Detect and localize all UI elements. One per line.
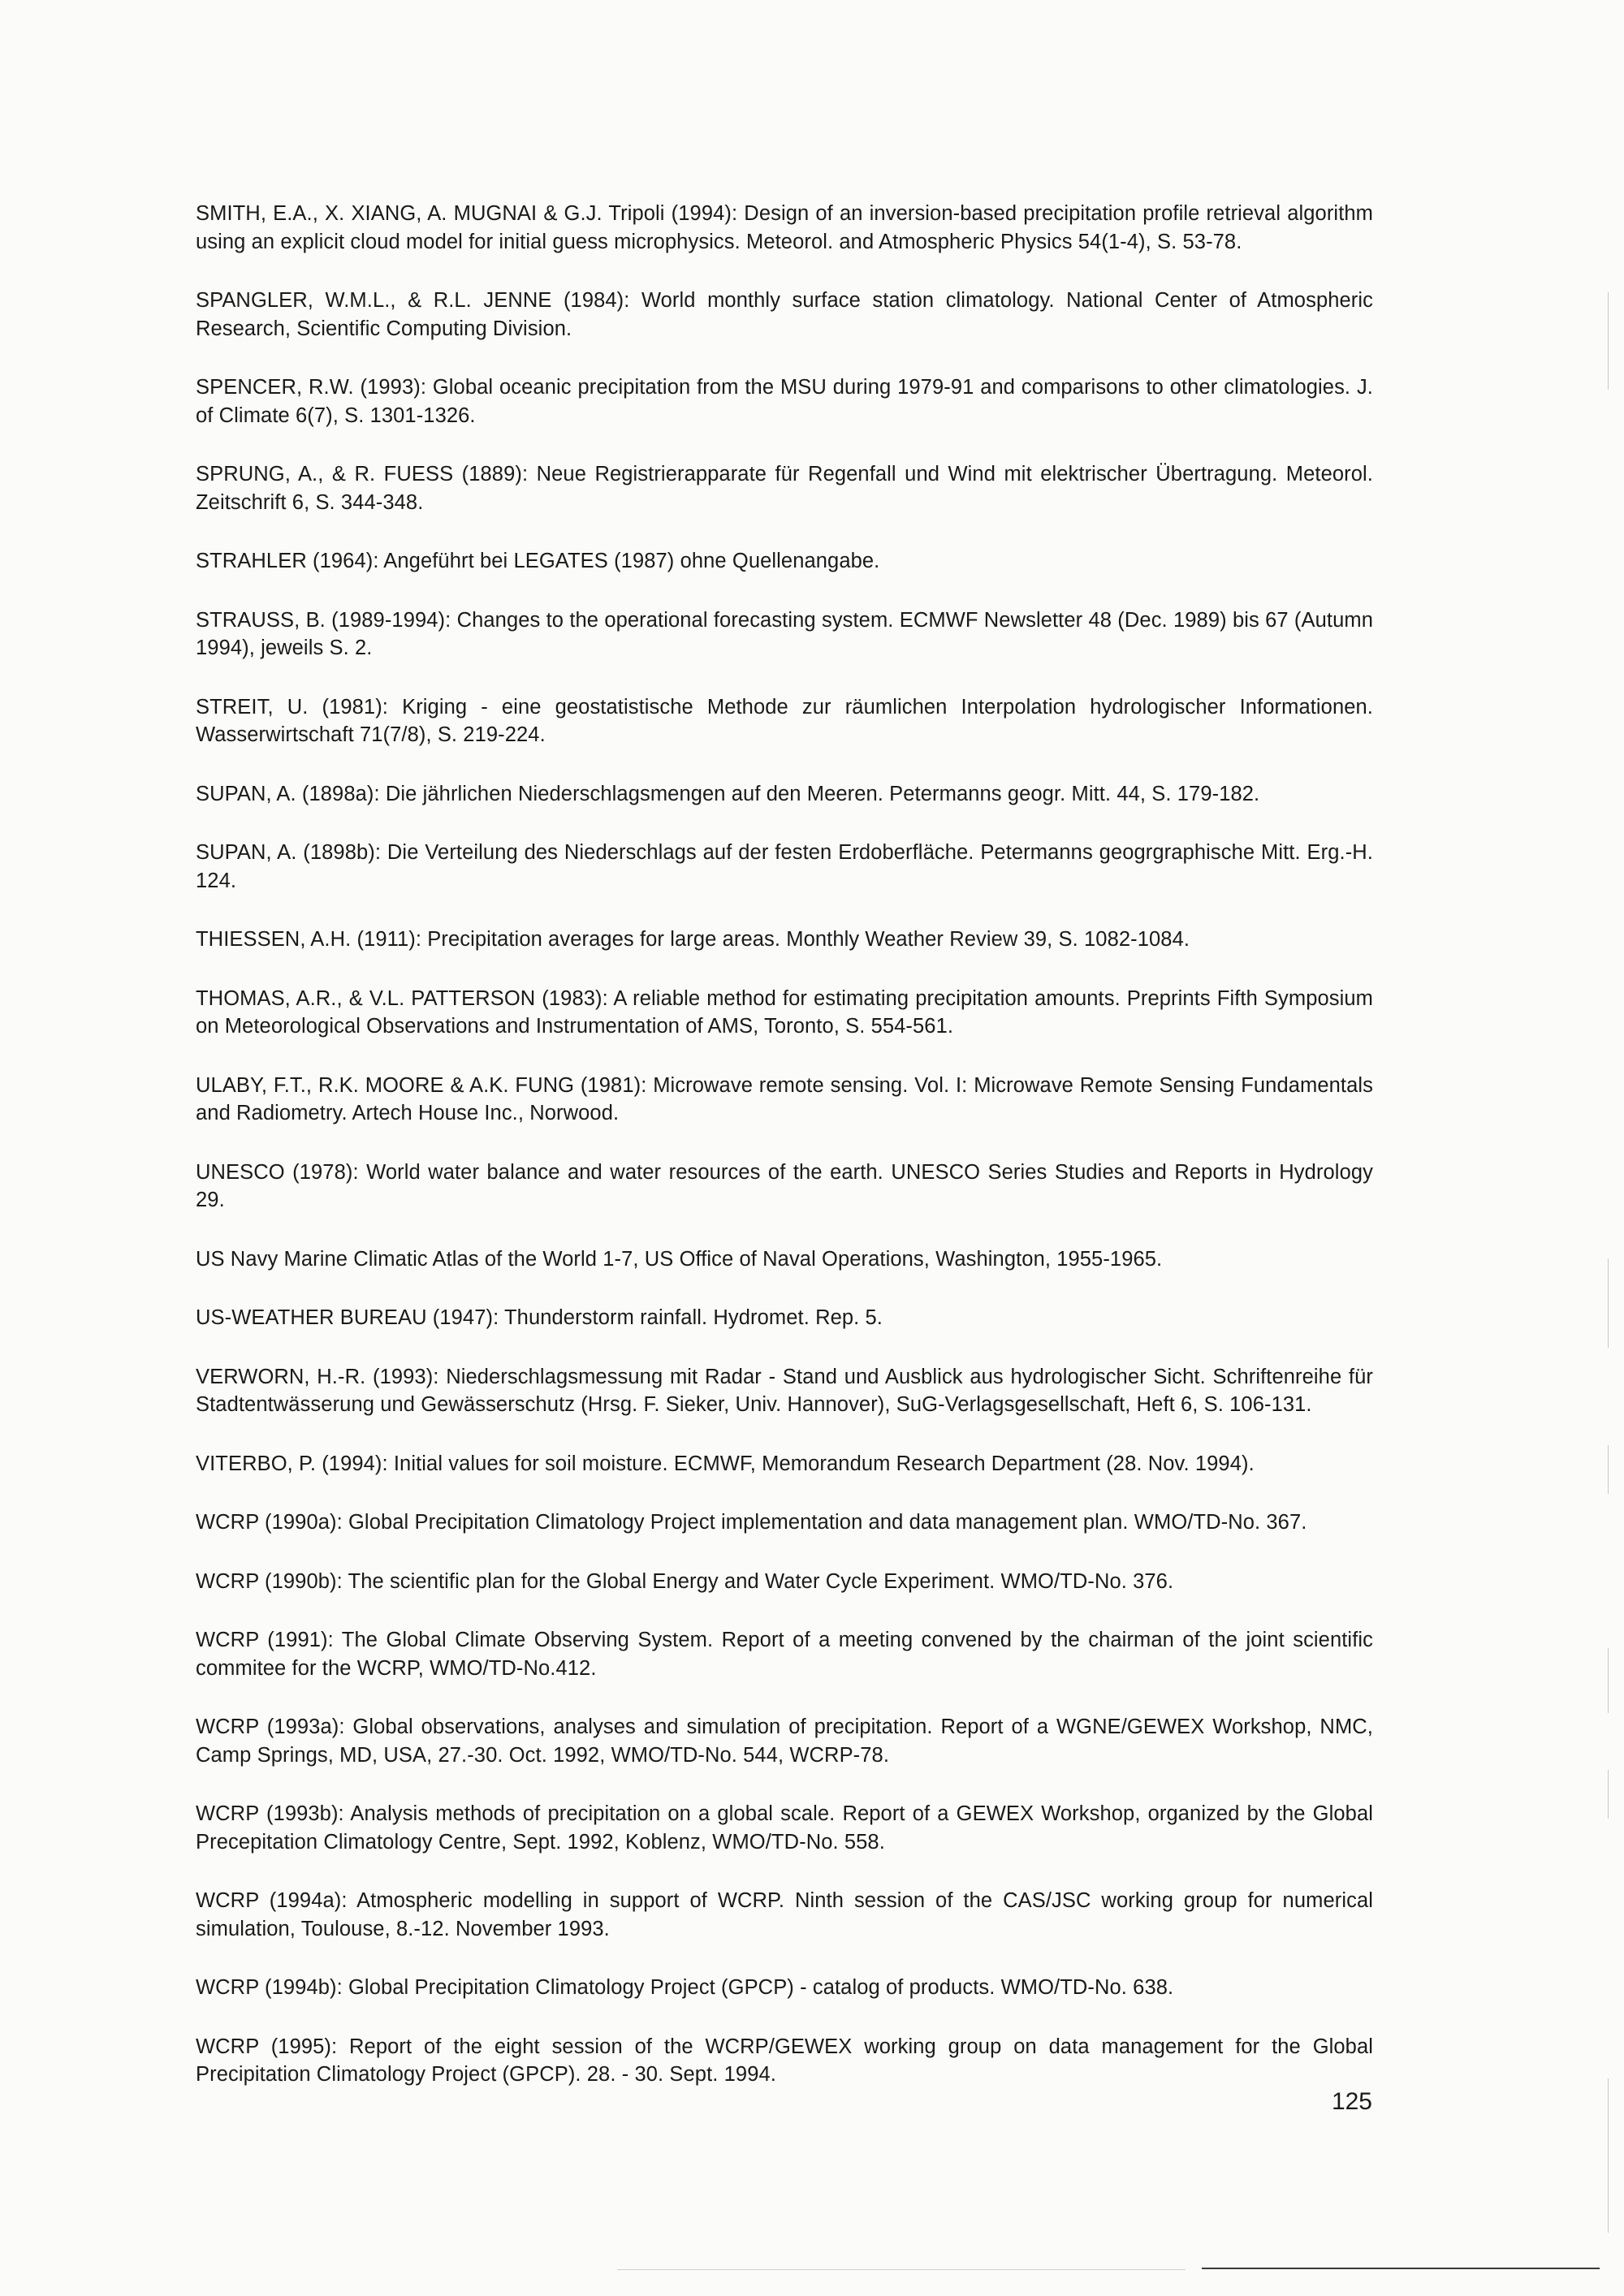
page-number: 125 bbox=[1331, 2088, 1372, 2115]
reference-entry: STRAUSS, B. (1989-1994): Changes to the operational forecasting system. ECMWF Newsletter 48 (Dec. 1989) bis 67 (Autumn 1994), jeweils S. 2. bbox=[196, 608, 1373, 659]
reference-entry: SPENCER, R.W. (1993): Global oceanic precipitation from the MSU during 1979-91 and comparisons to other climatologies. J. of Climate 6(7), S. 1301-1326. bbox=[196, 376, 1373, 427]
reference-entry: WCRP (1993b): Analysis methods of precipitation on a global scale. Report of a GEWEX Workshop, organized by the Global Precepitation Climatology Centre, Sept. 1992, Koblenz, WMO/TD-No. 558. bbox=[196, 1802, 1373, 1854]
scan-mark bbox=[1608, 1445, 1609, 1494]
scan-mark bbox=[1608, 292, 1609, 390]
reference-entry: SPANGLER, W.M.L., & R.L. JENNE (1984): World monthly surface station climatology. National Center of Atmospheric Research, Scientific Computing Division. bbox=[196, 289, 1373, 340]
reference-entry: US-WEATHER BUREAU (1947): Thunderstorm rainfall. Hydromet. Rep. 5. bbox=[196, 1306, 883, 1329]
scan-mark bbox=[1608, 1648, 1609, 1713]
reference-entry: SPRUNG, A., & R. FUESS (1889): Neue Registrierapparate für Regenfall und Wind mit elektrischer Übertragung. Meteorol. Zeitschrift 6, S. 344-348. bbox=[196, 463, 1373, 514]
reference-entry: WCRP (1994b): Global Precipitation Climatology Project (GPCP) - catalog of products. WMO/TD-No. 638. bbox=[196, 1976, 1174, 1999]
scan-mark bbox=[1608, 1258, 1609, 1348]
reference-entry: ULABY, F.T., R.K. MOORE & A.K. FUNG (1981): Microwave remote sensing. Vol. I: Microwave Remote Sensing Fundamentals and Radiometry. Artech House Inc., Norwood. bbox=[196, 1073, 1373, 1124]
reference-entry: US Navy Marine Climatic Atlas of the World 1-7, US Office of Naval Operations, Washington, 1955-1965. bbox=[196, 1247, 1163, 1271]
reference-entry: WCRP (1994a): Atmospheric modelling in support of WCRP. Ninth session of the CAS/JSC working group for numerical simulation, Toulouse, 8.-12. November 1993. bbox=[196, 1889, 1373, 1940]
reference-entry: VERWORN, H.-R. (1993): Niederschlagsmessung mit Radar - Stand und Ausblick aus hydrologischer Sicht. Schriftenreihe für Stadtentwässerung und Gewässerschutz (Hrsg. F. Sieker, Univ. Hannover), SuG-Verlagsgesellschaft, Heft 6, S. 106-131. bbox=[196, 1365, 1373, 1416]
reference-entry: THIESSEN, A.H. (1911): Precipitation averages for large areas. Monthly Weather Review 39, S. 1082-1084. bbox=[196, 928, 1190, 951]
reference-entry: UNESCO (1978): World water balance and water resources of the earth. UNESCO Series Studies and Reports in Hydrology 29. bbox=[196, 1160, 1373, 1211]
reference-entry: VITERBO, P. (1994): Initial values for soil moisture. ECMWF, Memorandum Research Department (28. Nov. 1994). bbox=[196, 1452, 1255, 1475]
bottom-rule bbox=[1202, 2268, 1600, 2269]
reference-entry: WCRP (1993a): Global observations, analyses and simulation of precipitation. Report of a WGNE/GEWEX Workshop, NMC, Camp Springs, MD, USA, 27.-30. Oct. 1992, WMO/TD-No. 544, WCRP-78. bbox=[196, 1716, 1373, 1767]
reference-entry: WCRP (1995): Report of the eight session of the WCRP/GEWEX working group on data management for the Global Precipitation Climatology Project (GPCP). 28. - 30. Sept. 1994. bbox=[196, 2035, 1373, 2086]
reference-entry: SUPAN, A. (1898a): Die jährlichen Niederschlagsmengen auf den Meeren. Petermanns geogr. Mitt. 44, S. 179-182. bbox=[196, 782, 1260, 805]
reference-entry: THOMAS, A.R., & V.L. PATTERSON (1983): A reliable method for estimating precipitation amounts. Preprints Fifth Symposium on Meteorological Observations and Instrumentation of AMS, Toronto, S. 554-561. bbox=[196, 986, 1373, 1038]
scan-mark bbox=[1608, 1770, 1609, 1819]
reference-list bbox=[196, 200, 1373, 2120]
scan-mark bbox=[617, 2269, 1186, 2270]
reference-entry: SUPAN, A. (1898b): Die Verteilung des Niederschlags auf der festen Erdoberfläche. Petermanns geogrgraphische Mitt. Erg.-H. 124. bbox=[196, 841, 1373, 892]
scan-mark bbox=[1608, 2078, 1609, 2233]
reference-entry: WCRP (1990a): Global Precipitation Climatology Project implementation and data management plan. WMO/TD-No. 367. bbox=[196, 1511, 1307, 1534]
reference-entry: WCRP (1990b): The scientific plan for the Global Energy and Water Cycle Experiment. WMO/TD-No. 376. bbox=[196, 1569, 1174, 1593]
reference-entry: WCRP (1991): The Global Climate Observing System. Report of a meeting convened by the chairman of the joint scientific commitee for the WCRP, WMO/TD-No.412. bbox=[196, 1629, 1373, 1680]
reference-entry: SMITH, E.A., X. XIANG, A. MUGNAI & G.J. Tripoli (1994): Design of an inversion-based precipitation profile retrieval algorithm using an explicit cloud model for initial guess microphysics. Meteorol. and Atmospheric Physics 54(1-4), S. 53-78. bbox=[196, 202, 1373, 253]
reference-entry: STRAHLER (1964): Angeführt bei LEGATES (1987) ohne Quellenangabe. bbox=[196, 550, 880, 572]
reference-entry: STREIT, U. (1981): Kriging - eine geostatistische Methode zur räumlichen Interpolation hydrologischer Informationen. Wasserwirtschaft 71(7/8), S. 219-224. bbox=[196, 695, 1373, 746]
